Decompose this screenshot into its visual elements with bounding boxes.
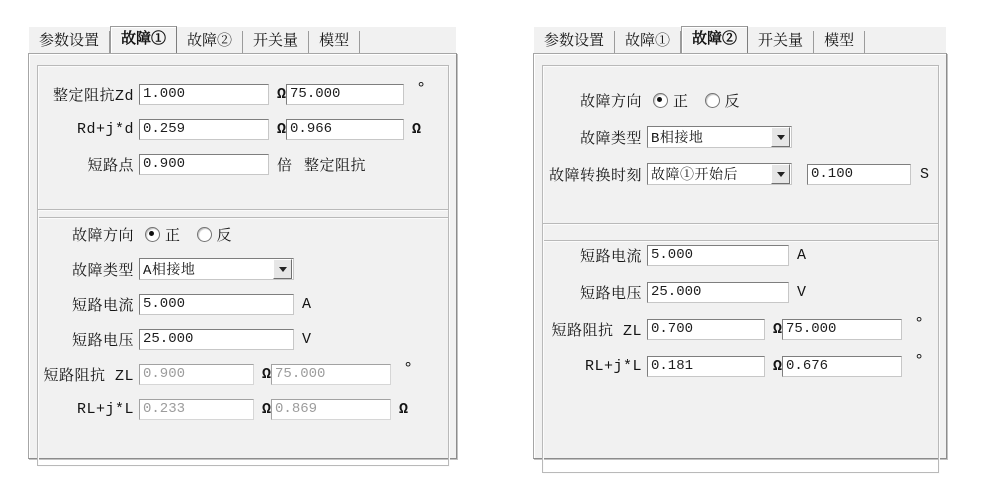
- short-voltage-input[interactable]: [139, 329, 294, 350]
- jl-input[interactable]: [782, 356, 902, 377]
- degree-unit: °: [914, 352, 925, 371]
- fault2-panel: [533, 25, 947, 459]
- left-tab-fault-1[interactable]: 故障①: [110, 26, 177, 53]
- setting-impedance-group: [37, 65, 449, 218]
- zd-impedance-label: 整定阻抗Zd: [52, 87, 134, 105]
- ampere-unit: A: [797, 246, 807, 264]
- short-voltage-row: [38, 328, 448, 350]
- fault-transfer-time-label: 故障转换时刻: [548, 167, 642, 185]
- fault-transfer-time-value: 故障①开始后: [651, 168, 738, 184]
- ohm-unit: Ω: [399, 400, 409, 418]
- short-current-row: [38, 293, 448, 315]
- dropdown-button[interactable]: [771, 164, 790, 184]
- chevron-down-icon: [279, 267, 287, 272]
- zl-angle-input: [271, 364, 391, 385]
- fault-direction-row: [543, 89, 938, 111]
- short-point-suffix: 整定阻抗: [304, 157, 367, 175]
- left-tab-model[interactable]: 模型: [309, 31, 360, 53]
- fault-type-dropdown[interactable]: [139, 258, 294, 280]
- short-impedance-label: 短路阻抗 ZL: [551, 322, 642, 340]
- seconds-unit: S: [920, 165, 930, 183]
- short-voltage-label: 短路电压: [579, 285, 642, 303]
- fault-type-label: 故障类型: [579, 130, 642, 148]
- left-tab-strip: [29, 27, 456, 53]
- volt-unit: V: [797, 283, 807, 301]
- zl-magnitude-input: [139, 364, 254, 385]
- direction-reverse-radio[interactable]: [705, 93, 720, 108]
- short-point-row: [38, 153, 448, 175]
- chevron-down-icon: [777, 172, 785, 177]
- direction-reverse-radio[interactable]: [197, 227, 212, 242]
- jl-input: [271, 399, 391, 420]
- zd-impedance-input[interactable]: [139, 84, 269, 105]
- rd-input[interactable]: [139, 119, 269, 140]
- fault2-page: [533, 53, 947, 459]
- chevron-down-icon: [777, 135, 785, 140]
- fault-type-value: B相接地: [651, 131, 704, 147]
- ohm-unit: Ω: [412, 120, 422, 138]
- direction-forward-option-label: 正: [673, 93, 689, 111]
- left-tab-switches[interactable]: 开关量: [243, 31, 309, 53]
- dropdown-button[interactable]: [273, 259, 292, 279]
- direction-forward-radio[interactable]: [145, 227, 160, 242]
- direction-reverse-option-label: 反: [724, 93, 741, 111]
- times-unit: 倍: [277, 157, 293, 175]
- degree-unit: °: [403, 360, 414, 379]
- short-current-label: 短路电流: [71, 297, 134, 315]
- direction-forward-radio[interactable]: [653, 93, 668, 108]
- short-impedance-row: [38, 360, 448, 385]
- right-tab-fault-1[interactable]: 故障①: [615, 31, 681, 53]
- zd-impedance-row: [38, 80, 448, 105]
- dropdown-button[interactable]: [771, 127, 790, 147]
- short-current-input[interactable]: [139, 294, 294, 315]
- ohm-unit: Ω: [262, 400, 272, 418]
- fault-direction-label: 故障方向: [71, 227, 134, 245]
- zl-angle-input[interactable]: [782, 319, 902, 340]
- short-voltage-label: 短路电压: [71, 332, 134, 350]
- volt-unit: V: [302, 330, 312, 348]
- fault1-page: [28, 53, 457, 459]
- rl-input[interactable]: [647, 356, 765, 377]
- short-point-input[interactable]: [139, 154, 269, 175]
- rl-jl-row: [38, 398, 448, 420]
- fault2-values-group: [542, 223, 939, 473]
- rl-jl-label: RL+j*L: [76, 400, 134, 418]
- transfer-time-input[interactable]: [807, 164, 911, 185]
- degree-unit: °: [914, 315, 925, 334]
- ohm-unit: Ω: [262, 365, 272, 383]
- right-tab-fault-2[interactable]: 故障②: [681, 26, 748, 53]
- fault-type-row: [38, 258, 448, 280]
- short-impedance-row: [543, 315, 938, 340]
- fault1-settings-group: [37, 209, 449, 466]
- ohm-unit: Ω: [277, 85, 287, 103]
- right-tab-model[interactable]: 模型: [814, 31, 865, 53]
- short-point-label: 短路点: [87, 157, 134, 175]
- fault2-config-group: [542, 65, 939, 241]
- rd-jd-row: [38, 118, 448, 140]
- ampere-unit: A: [302, 295, 312, 313]
- short-impedance-label: 短路阻抗 ZL: [43, 367, 134, 385]
- rd-jd-label: Rd+j*d: [76, 120, 134, 138]
- short-current-label: 短路电流: [579, 248, 642, 266]
- zd-angle-input[interactable]: [286, 84, 404, 105]
- direction-reverse-option-label: 反: [216, 227, 233, 245]
- right-tab-param-settings[interactable]: 参数设置: [534, 31, 615, 53]
- fault-type-dropdown[interactable]: [647, 126, 792, 148]
- right-tab-strip: [534, 27, 946, 53]
- ohm-unit: Ω: [773, 357, 783, 375]
- short-current-row: [543, 244, 938, 266]
- left-tab-fault-2[interactable]: 故障②: [177, 31, 243, 53]
- fault-type-label: 故障类型: [71, 262, 134, 280]
- rl-jl-label: RL+j*L: [584, 357, 642, 375]
- left-tab-param-settings[interactable]: 参数设置: [29, 31, 110, 53]
- ohm-unit: Ω: [773, 320, 783, 338]
- right-tab-switches[interactable]: 开关量: [748, 31, 814, 53]
- short-current-input[interactable]: [647, 245, 789, 266]
- jd-input[interactable]: [286, 119, 404, 140]
- fault-type-value: A相接地: [143, 263, 196, 279]
- fault-transfer-time-dropdown[interactable]: [647, 163, 792, 185]
- direction-forward-option-label: 正: [165, 227, 181, 245]
- fault1-panel: [28, 25, 457, 459]
- fault-type-row: [543, 126, 938, 148]
- ohm-unit: Ω: [277, 120, 287, 138]
- fault-direction-label: 故障方向: [579, 93, 642, 111]
- zl-magnitude-input[interactable]: [647, 319, 765, 340]
- fault-direction-row: [38, 223, 448, 245]
- short-voltage-row: [543, 281, 938, 303]
- rl-input: [139, 399, 254, 420]
- short-voltage-input[interactable]: [647, 282, 789, 303]
- degree-unit: °: [416, 80, 427, 99]
- rl-jl-row: [543, 352, 938, 377]
- fault-transfer-time-row: [543, 163, 938, 185]
